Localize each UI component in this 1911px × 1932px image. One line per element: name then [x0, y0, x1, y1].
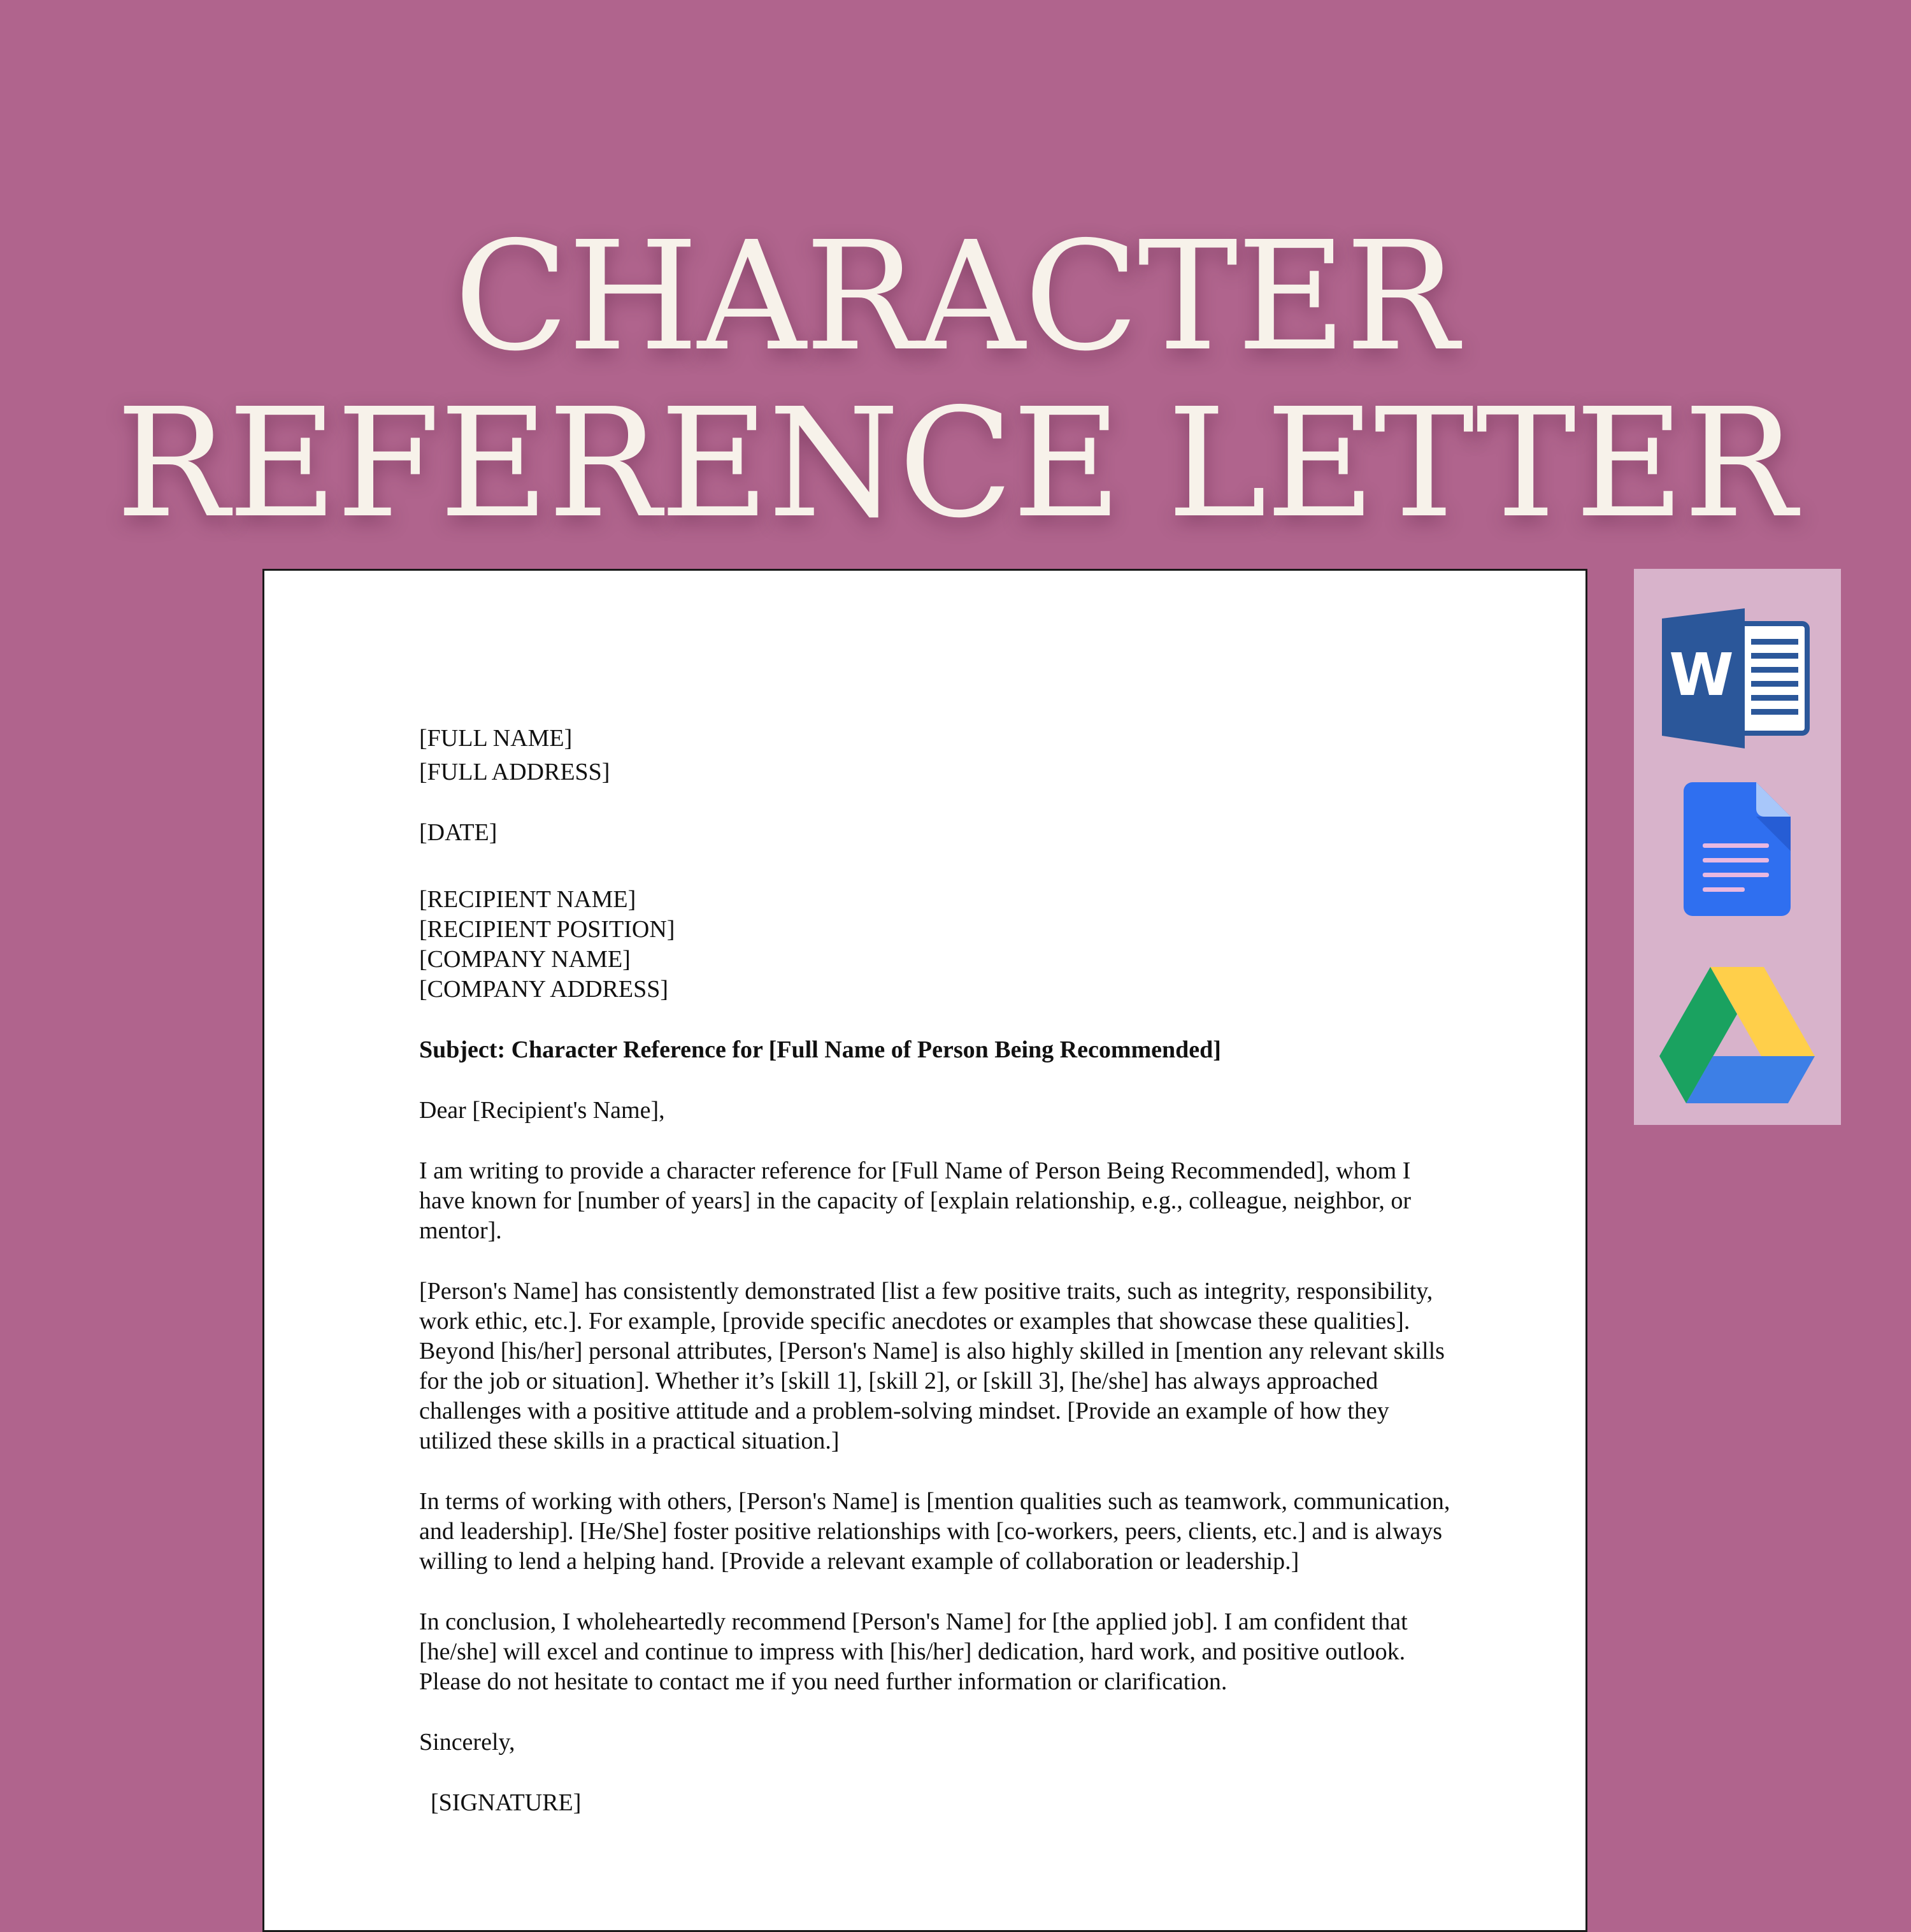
page-title-line-1: CHARACTER [454, 209, 1457, 384]
letter-date: [DATE] [419, 819, 497, 846]
sender-address: [FULL ADDRESS] [419, 759, 610, 785]
paragraph-teamwork: In terms of working with others, [Person's Name] is [mention qualities such as teamwork, communication, and leadership]. [He/She] foster positive relationships with [co-workers, peers, clients, etc.] and is always willing to lend a helping hand. [Provide a relevant example of collaboration or leadership.] [419, 1488, 1450, 1575]
salutation: Dear [Recipient's Name], [419, 1097, 665, 1124]
app-compatibility-panel [1634, 569, 1841, 1125]
page-title-line-2: REFERENCE LETTER [115, 376, 1796, 551]
word-icon [1662, 608, 1812, 748]
letter-body [419, 724, 1451, 1818]
sender-name: [FULL NAME] [419, 725, 573, 752]
google-docs-icon [1684, 782, 1791, 916]
word-icon-letter: W [1669, 641, 1734, 709]
paragraph-traits: [Person's Name] has consistently demonstrated [list a few positive traits, such as integrity, responsibility, work ethic, etc.]. For example, [provide specific anecdotes or examples that showcase these qualities]. Beyond [his/her] personal attributes, [Person's Name] is also highly skilled in [mention any relevant skills for the job or situation]. Whether it’s [skill 1], [skill 2], or [skill 3], [he/she] has always approached challenges with a positive attitude and a problem-solving mindset. [Provide an example of how they utilized these skills in a practical situation.] [419, 1278, 1445, 1454]
letter-document [262, 569, 1587, 1932]
recipient-name: [RECIPIENT NAME] [419, 886, 636, 913]
paragraph-conclusion: In conclusion, I wholeheartedly recommend [Person's Name] for [the applied job]. I am confident that [he/she] will excel and continue to impress with [his/her] dedication, hard work, and positive outlook. Please do not hesitate to contact me if you need further information or clarification. [419, 1608, 1408, 1695]
recipient-position: [RECIPIENT POSITION] [419, 916, 675, 943]
company-address: [COMPANY ADDRESS] [419, 976, 669, 1003]
company-name: [COMPANY NAME] [419, 946, 631, 973]
signature-placeholder: [SIGNATURE] [431, 1789, 582, 1816]
google-drive-icon [1659, 967, 1815, 1103]
letter-subject: Subject: Character Reference for [Full Name of Person Being Recommended] [419, 1036, 1221, 1063]
paragraph-intro: I am writing to provide a character reference for [Full Name of Person Being Recommended], whom I have known for [number of years] in the capacity of [explain relationship, e.g., colleague, neighbor, or mentor]. [419, 1157, 1411, 1244]
closing: Sincerely, [419, 1729, 515, 1756]
